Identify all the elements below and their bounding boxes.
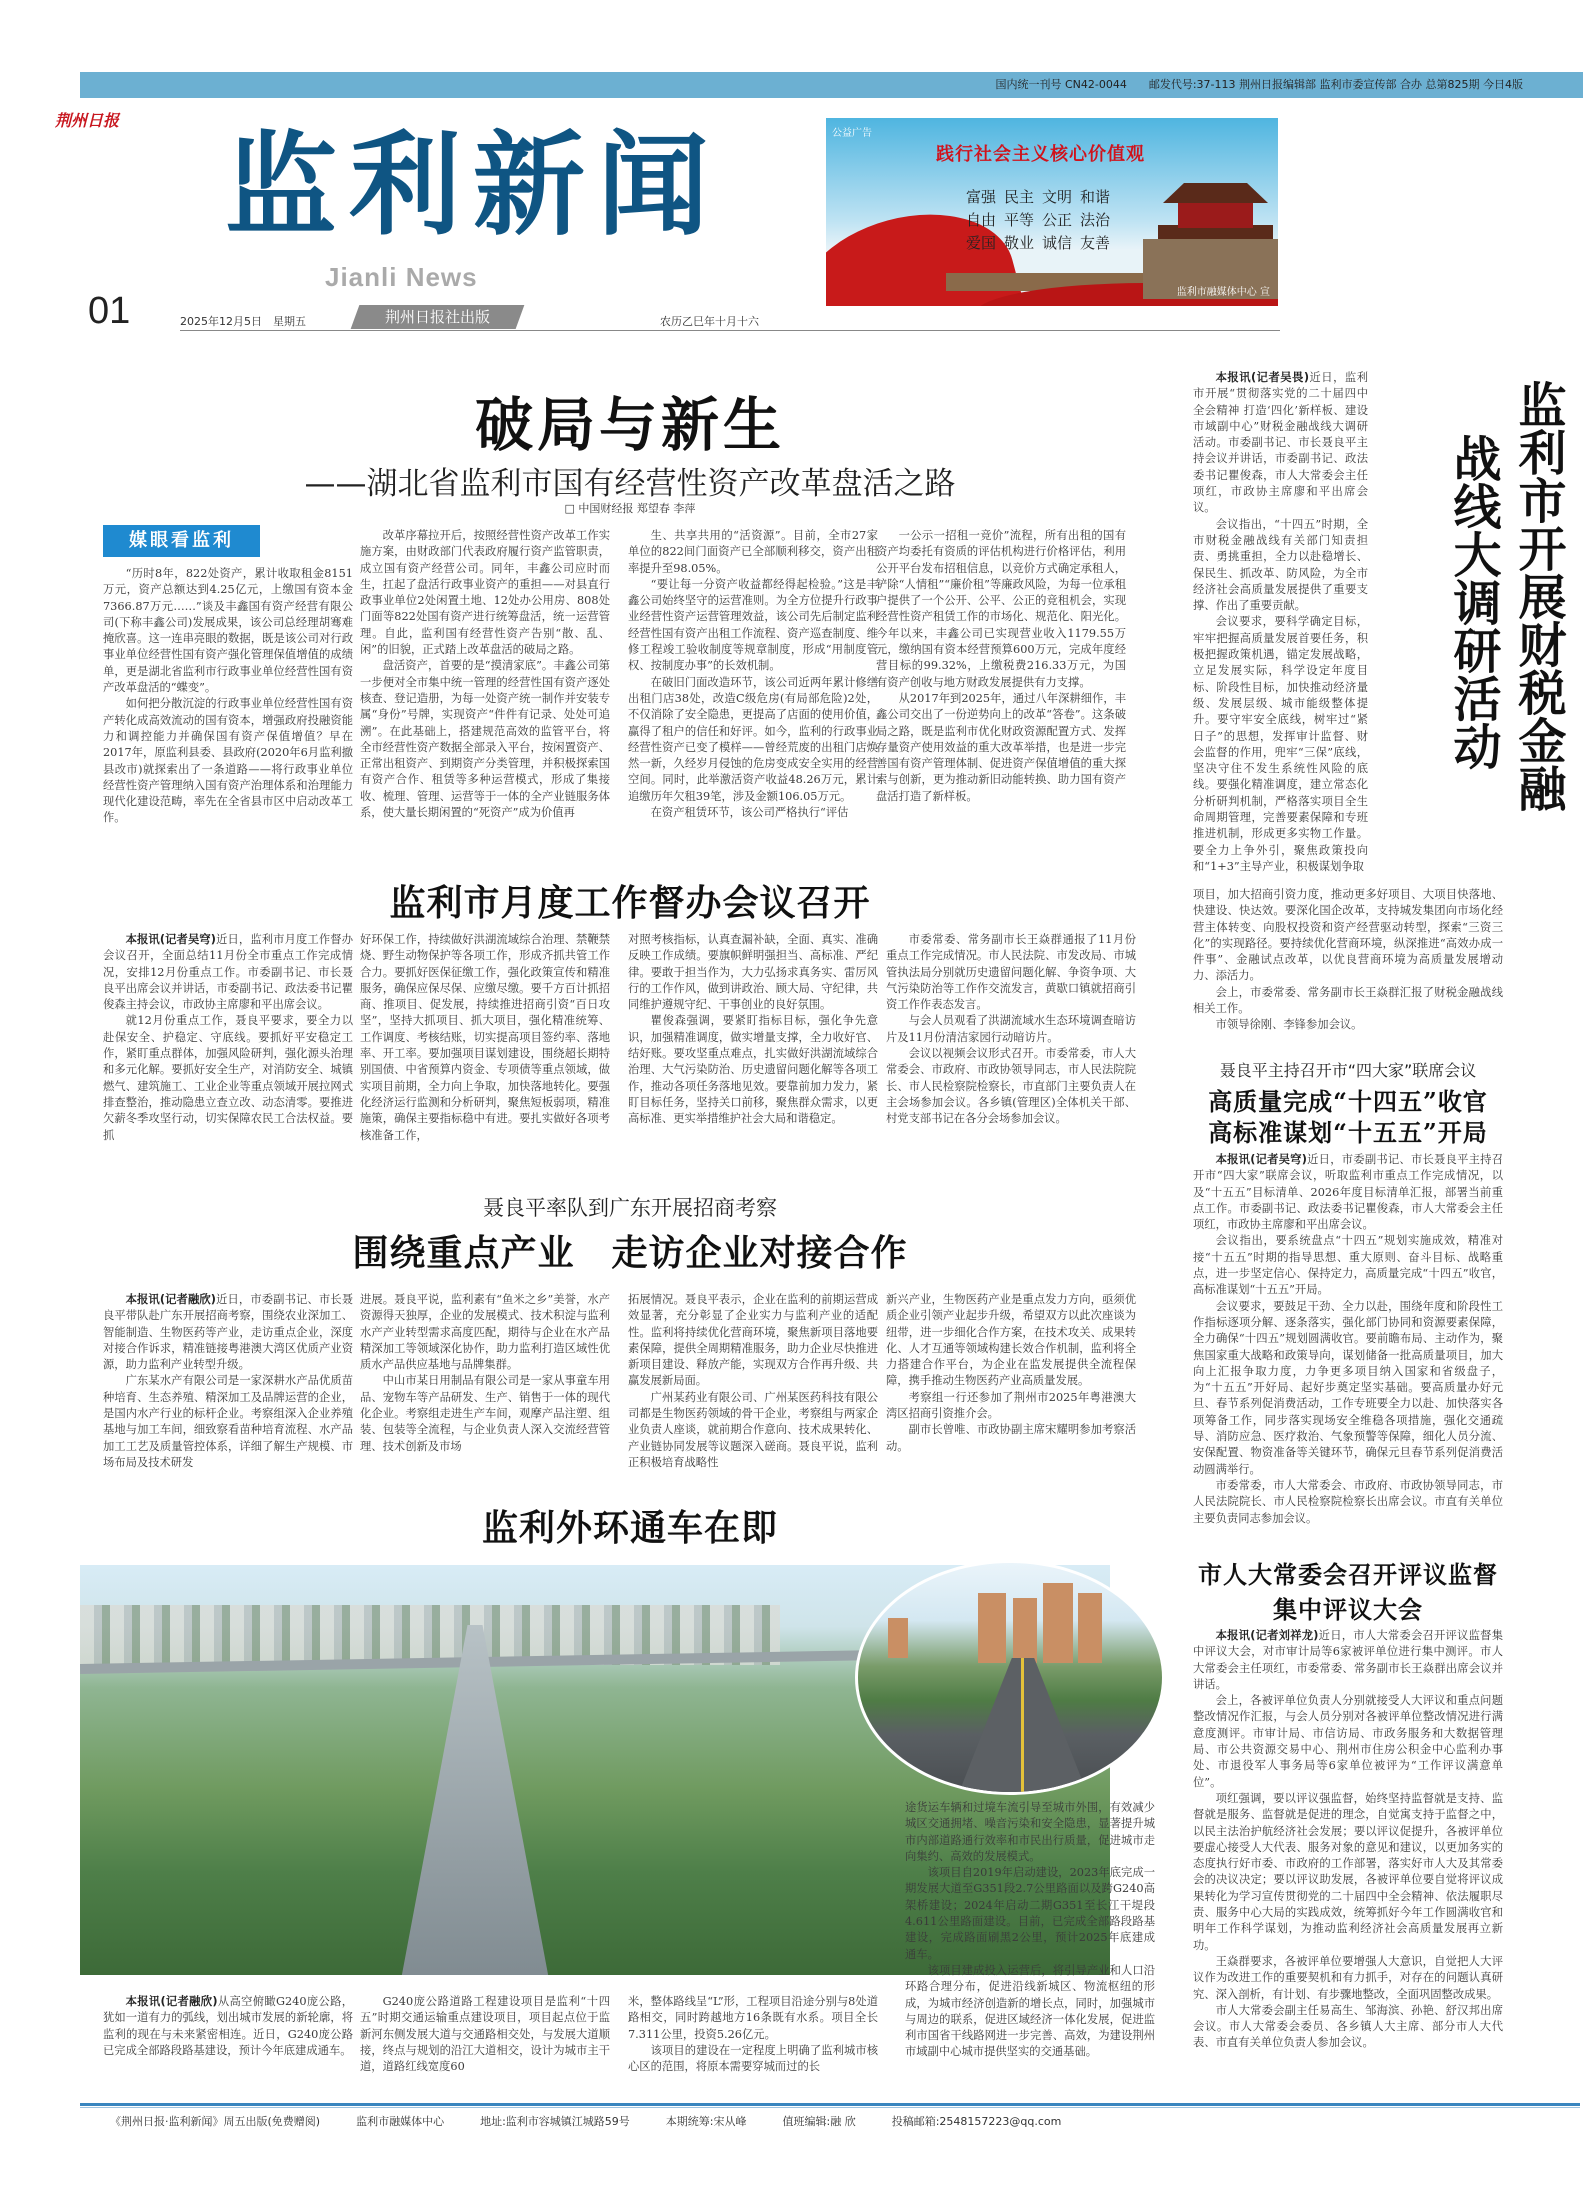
dateline-lead: 本报讯(记者融欣)	[125, 1293, 216, 1306]
side-story-2-kicker: 聂良平主持召开市“四大家”联席会议	[1219, 1061, 1477, 1080]
footer-info	[80, 2113, 1580, 2129]
monthly-meeting-headline: 监利市月度工作督办会议召开	[389, 882, 871, 924]
masthead-title: 监利新闻	[225, 120, 721, 251]
paragraph: 项目，加大招商引资力度，推动更多好项目、大项目快落地、快建设、快达效。要深化国企改革，支持城发集团向市场化经营主体转变、向股权投资和资产经营驱动转型，探索“三资三化”的实现路径。要持续优化营商环境，纵深推进“高效办成一件事”、金融试点改革，以优良营商环境为高质量发展增动力、添活力。	[1193, 888, 1503, 983]
paragraph: 与会人员观看了洪湖流域水生态环境调查暗访片及11月份清洁家园行动暗访片。	[886, 1014, 1136, 1044]
paragraph: 近日，监利市月度工作督办会议召开，全面总结11月份全市重点工作完成情况，安排12月份重点工作。市委副书记、市长聂良平出席会议并讲话，市委副书记、政法委书记瞿俊森主持会议，市政协主席廖和平出席会议。	[103, 933, 353, 1012]
paragraph: 该项目的建设在一定程度上明确了监利城市核心区的范围，将原本需要穿城而过的长	[628, 2043, 878, 2074]
paragraph: 副市长曾唯、市政协副主席宋耀明参加考察活动。	[886, 1423, 1136, 1453]
paragraph: 新兴产业，生物医药产业是重点发力方向，亟须优质企业引领产业起步升级，希望双方以此次座谈为纽带，进一步细化合作方案，在技术攻关、成果转化、人才互通等领域构建长效合作机制，监利将全力搭建合作平台，为企业在监发展提供全流程保障，携手推动生物医药产业高质量发展。	[886, 1293, 1136, 1388]
paragraph: 在资产租赁环节，该公司严格执行“评估	[650, 806, 849, 820]
paragraph: 米，整体路线呈“L”形，工程项目沿途分别与8处道路相交，同时跨越地方16条既有水系。项目全长7.311公里，投资5.26亿元。	[628, 1995, 878, 2041]
paragraph: 市委常委、常务副市长王焱群通报了11月份重点工作完成情况。市人民法院、市发改局、市城管执法局分别就历史遗留问题化解、争资争项、大气污染防治等工作作交流发言，黄歇口镇就招商引资工作作表态发言。	[886, 933, 1136, 1012]
investment-column-1	[103, 1292, 353, 1471]
paragraph: 生、共享共用的“活资源”。目前，全市27家单位的822间门面资产已全部顺利移交，资产出租率提升至98.05%。	[628, 529, 878, 575]
investment-headline: 围绕重点产业 走访企业对接合作	[352, 1232, 908, 1274]
publisher-label: 荆州日报社出版	[384, 308, 490, 326]
value-word: 爱国	[966, 234, 997, 252]
lead-column-4	[876, 528, 1126, 805]
ring-road-column-1	[103, 1994, 353, 2059]
paragraph: 一公示一招租一竞价”流程，所有出租的国有资产均委托有资质的评估机构进行价格评估，利用公开平台发布招租信息，以竞价方式确定承租人，铲除“人情租”“廉价租”等廉政风险，为每一位承租户提供了一个公开、公平、公正的竞租机会，实现经营性资产租赁工作的市场化、规范化、阳光化。今年以来，丰鑫公司已实现营业收入1179.55万元，缴纳国有资本经营预算600万元，完成年度经营目标的99.32%，上缴税费216.33万元，为国有资产创收与地方财政发展提供有力支撑。	[876, 529, 1126, 689]
lead-column-2	[360, 528, 610, 821]
value-word: 自由	[966, 211, 997, 229]
public-service-ad	[826, 118, 1278, 306]
paragraph: 途货运车辆和过境车流引导至城市外围，有效减少城区交通拥堵、噪音污染和安全隐患，显著提升城市内部道路通行效率和市民出行质量，促进城市走向集约、高效的发展模式。	[905, 1801, 1155, 1863]
lead-column-3	[628, 528, 878, 821]
value-word: 法治	[1080, 211, 1111, 229]
paragraph: 盘活资产，首要的是“摸清家底”。丰鑫公司第一步便对全市集中统一管理的经营性国有资产逐处核查、登记造册，为每一处资产统一制作并安装专属“身份”号牌，实现资产“件件有记录、处处可追溯”。在此基础上，搭建规范高效的监管平台，将全市经营性资产数据全部录入平台，按闲置资产、正常出租资产、到期资产分类管理，并积极探索国有资产合作、租赁等多种运营模式，形成了集接收、梳理、管理、运营等于一体的全产业链服务体系，使大量长期闲置的“死资产”成为价值再	[360, 659, 610, 820]
paragraph: 改革序幕拉开后，按照经营性资产改革工作实施方案，由财政部门代表政府履行资产监管职责，成立国有资产经营公司。同年，丰鑫公司应时而生，扛起了盘活行政事业资产的重担——对县直行政事业单位2处闲置土地、12处办公用房、808处门面等822处国有资产进行统筹盘活，统一运营管理。自此，监利国有经营性资产告别“散、乱、闲”的旧貌，正式踏上改革盘活的破局之路。	[360, 529, 610, 657]
paragraph: 从高空俯瞰G240庞公路，犹如一道有力的弧线，划出城市发展的新轮廓，将监利的现在与未来紧密相连。近日，G240庞公路已完成全部路段路基建设，预计今年底建成通车。	[103, 1995, 354, 2057]
lead-headline: 破局与新生	[474, 391, 785, 459]
paragraph: “历时8年，822处资产，累计收取租金8151万元，资产总额达到4.25亿元，上缴国有资本金7366.87万元……”谈及丰鑫国有资产经营有限公司(下称丰鑫公司)发展成果，该公司总经理胡骞难掩欣喜。这一连串亮眼的数据，既是该公司对行政事业单位经营性国有资产强化管理保值增值的成绩单，更是湖北省监利市行政事业单位经营性国有资产改革盘活的“蝶变”。	[103, 567, 353, 695]
monthly-column-2	[360, 932, 610, 1144]
paragraph: 瞿俊森强调，要紧盯指标目标，强化争先意识，加强精准调度，做实增量支撑，全力收好官、结好账。要攻坚重点难点，扎实做好洪湖流域综合治理、大气污染防治、历史遗留问题化解等各项工作，推动各项任务落地见效。要靠前加力发力，紧盯目标任务，坚持关口前移，聚焦群众需求，以更高标准、更实举措维护社会大局和谐稳定。	[628, 1014, 878, 1126]
paragraph: 王焱群要求，各被评单位要增强人大意识，自觉把人大评议作为改进工作的重要契机和有力抓手，对存在的问题认真研究、深入剖析，有计划、有步骤地整改，全面巩固整改成果。	[1193, 1954, 1503, 2001]
paragraph: 会上，各被评单位负责人分别就接受人大评议和重点问题整改情况作汇报，与会人员分别对各被评单位整改情况进行满意度测评。市审计局、市信访局、市政务服务和大数据管理局、市公共资源交易中心、荆州市住房公积金中心监利办事处、市退役军人事务局等6家单位被评为“工作评议满意单位”。	[1193, 1694, 1503, 1789]
paragraph: 近日，市委副书记、市长聂良平主持召开市“四大家”联席会议，听取监利市重点工作完成情况，以及“十五五”目标清单、2026年度目标清单汇报，部署当前重点工作。市委副书记、政法委书记瞿俊森，市人大常委会主任项红，市政协主席廖和平出席会议。	[1193, 1153, 1503, 1232]
page-number: 01	[88, 290, 131, 332]
lead-subheadline: ——湖北省监利市国有经营性资产改革盘活之路	[304, 466, 956, 502]
side-story-2-headline-line-2: 高标准谋划“十五五”开局	[1208, 1118, 1488, 1147]
paragraph: 近日，监利市开展“贯彻落实党的二十届四中全会精神 打造‘四化’新样板、建设市域副中心”财税金融战线大调研活动。市委副书记、市长聂良平主持会议并讲话，市委副书记、政法委书记瞿俊森，市人大常委会主任项红，市政协主席廖和平出席会议。	[1193, 371, 1368, 515]
investment-column-2	[360, 1292, 610, 1455]
paragraph: 会议指出，要系统盘点“十四五”规划实施成效，精准对接“十五五”时期的指导思想、重大原则、奋斗目标、战略重点，进一步坚定信心、保持定力，高质量完成“十四五”收官，高标准谋划“十五五”开局。	[1193, 1234, 1503, 1297]
issue-date: 2025年12月5日 星期五	[180, 315, 306, 328]
footer-publication: 《荆州日报·监利新闻》周五出版(免费赠阅)	[110, 2115, 321, 2128]
ring-road-column-4	[905, 1800, 1155, 2061]
value-word: 文明	[1042, 188, 1073, 206]
paragraph: 会议以视频会议形式召开。市委常委，市人大常委会、市政府、市政协领导同志，市人民法院院长、市人民检察院检察长，市直部门主要负责人在主会场参加会议。各乡镇(管理区)全体机关干部、村党支部书记在各分会场参加会议。	[886, 1047, 1136, 1126]
ring-road-column-3	[628, 1994, 878, 2075]
paragraph: 好环保工作，持续做好洪湖流域综合治理、禁鞭禁烧、野生动物保护等各项工作，形成齐抓共管工作合力。要抓好医保征缴工作，强化政策宣传和精准服务，确保应保尽保、应缴尽缴。要千方百计抓招商、推项目、促发展，持续推进招商引资“百日攻坚”，坚持大抓项目、抓大项目，强化精准统筹、工作调度、考核结账，切实提高项目签约率、落地率、开工率。要加强项目谋划建设，围绕超长期特别国债、中省预算内资金、专项债等重点领域，做实项目前期，全力向上争取，加快落地转化。要强化经济运行监测和分析研判，聚焦短板弱项，精准施策，确保主要指标稳中有进。要扎实做好各项考核准备工作，	[360, 933, 610, 1142]
dateline-lead: 本报讯(记者吴穹)	[1215, 1153, 1307, 1166]
footer-divider	[80, 2103, 1580, 2106]
paragraph: “要让每一分资产收益都经得起检验。”这是丰鑫公司始终坚守的运营准则。为全方位提升行政事业经营性资产运营管理效益，该公司先后制定监利经营性国有资产出租工作流程、资产巡查制度、维修工程竣工验收制度等规章制度，形成“用制度管权、按制度办事”的长效机制。	[628, 577, 878, 673]
paragraph: 广东某水产有限公司是一家深耕水产品优质苗种培育、生态养殖、精深加工及品牌运营的企业，是国内水产行业的标杆企业。考察组深入企业养殖基地与加工车间，细致察看苗种培育流程、水产品加工工艺及质量管控体系，详细了解生产规模、市场布局及技术研发	[103, 1374, 353, 1469]
header-divider	[180, 330, 1280, 331]
paragraph: 会议要求，要科学确定目标，牢牢把握高质量发展首要任务，积极把握政策机遇，锚定发展战略，立足发展实际，科学设定年度目标、阶段性目标，加快推动经济量级、发展层级、城市能级整体提升。要守牢安全底线，树牢过“紧日子”的思想，发挥审计监督、财会监督的作用，兜牢“三保”底线，坚决守住不发生系统性风险的底线。要强化精准调度，建立常态化分析研判机制，严格落实项目全生命周期管理，完善要素保障和专班推进机制，形成更多实物工作量。要全力上争外引，聚焦政策投向和“1+3”主导产业，积极谋划争取	[1193, 615, 1368, 873]
ring-road-column-2	[360, 1994, 610, 2075]
value-word: 和谐	[1080, 188, 1111, 206]
monthly-column-1	[103, 932, 353, 1144]
paragraph: 如何把分散沉淀的行政事业单位经营性国有资产转化成高效流动的国有资本，增强政府投融资能力和调控能力并确保国有资产保值增值？早在2017年，原监利县委、县政府(2020年6月监利撤县改市)就探索出了一条道路——将行政事业单位经营性资产管理纳入国有资产治理体系和治理能力现代化建设范畴，率先在全省县市区中启动改革工作。	[103, 697, 353, 825]
footer-email[interactable]: 投稿邮箱:2548157223@qq.com	[891, 2115, 1062, 2128]
paragraph: 考察组一行还参加了荆州市2025年粤港澳大湾区招商引资推介会。	[886, 1390, 1136, 1421]
paragraph: 中山市某日用制品有限公司是一家从事童车用品、宠物车等产品研发、生产、销售于一体的现代化企业。考察组走进生产车间，观摩产品注塑、组装、包装等全流程，与企业负责人深入交流经营管理、技术创新及市场	[360, 1374, 610, 1453]
paragraph: 对照考核指标，认真查漏补缺，全面、真实、准确反映工作成绩。要旗帜鲜明强担当、高标准、严纪律。要敢于担当作为，大力弘扬求真务实、雷厉风行的工作作风，做到讲政治、顾大局、守纪律，共同维护遵规守纪、干事创业的良好氛围。	[628, 933, 878, 1012]
dateline-lead: 本报讯(记者吴穹)	[125, 933, 216, 946]
ad-core-values	[966, 186, 1118, 255]
paragraph: 会议指出，“十四五”时期，全市财税金融战线有关部门知责担责、勇挑重担，全力以赴稳增长、保民生、抓改革、防风险，为全市经济社会高质量发展提供了重要支撑、作出了重要贡献。	[1193, 517, 1368, 613]
publisher-badge	[351, 305, 525, 329]
paragraph: 项红强调，要以评议强监督，始终坚持监督就是支持、监督就是服务、监督就是促进的理念，自觉寓支持于监督之中，以民主法治护航经济社会发展；要以评议促提升，各被评单位要虚心接受人大代表、服务对象的意见和建议，以更加务实的态度执行好市委、市政府的工作部署，落实好市人大及其常委会的决议决定；要以评议助发展，各被评单位要自觉将评议成果转化为学习宣传贯彻党的二十届四中全会精神、依法履职尽责、服务中心大局的实践成效，统筹抓好今年工作圆满收官和明年工作科学谋划，为推动监利经济社会高质量发展再立新功。	[1193, 1791, 1503, 1952]
dateline-lead: 本报讯(记者吴畏)	[1215, 371, 1309, 384]
side-story-2-headline-line-1: 高质量完成“十四五”收官	[1208, 1087, 1488, 1116]
vertical-headline-line-1: 监利市开展财税金融	[1510, 380, 1566, 812]
vertical-headline-line-2: 战线大调研活动	[1445, 434, 1501, 770]
value-word: 民主	[1004, 188, 1035, 206]
paragraph: 就12月份重点工作，聂良平要求，要全力以赴保安全、护稳定、守底线。要抓好平安稳定工作，紧盯重点群体，加强风险研判，强化源头治理和多元化解。要抓好安全生产，对消防安全、城镇燃气、建筑施工、工业企业等重点领域开展拉网式排查整治，推动隐患立查立改、动态清零。要推进欠薪冬季攻坚行动，切实保障农民工合法权益。要抓	[103, 1014, 353, 1142]
section-banner: 媒眼看监利	[103, 525, 260, 557]
lead-column-1	[103, 566, 353, 827]
npc-headline-line-2: 集中评议大会	[1273, 1595, 1423, 1624]
side-story-1-narrow	[1193, 370, 1368, 875]
monthly-column-3	[628, 932, 878, 1128]
paragraph: 从2017年到2025年，通过八年深耕细作，丰鑫公司交出了一份逆势向上的改革“答卷”。这条破局之路，既是监利市优化财政资源配置方式、发挥存量资产使用效益的重大改革举措，也是进一步完善国有资产管理体制、促进资产保值增值的重大探索与创新，更为推动新旧动能转换、助力国有资产盘活打造了新样板。	[876, 691, 1126, 803]
side-story-vertical-headline	[1384, 380, 1579, 820]
investment-column-3	[628, 1292, 878, 1471]
paragraph: 市委常委，市人大常委会、市政府、市政协领导同志，市人民法院院长、市人民检察院检察长出席会议。市直有关单位主要负责同志参加会议。	[1193, 1478, 1503, 1525]
ad-slogan: 践行社会主义核心价值观	[936, 144, 1145, 165]
value-word: 敬业	[1004, 234, 1035, 252]
investment-kicker: 聂良平率队到广东开展招商考察	[483, 1196, 777, 1220]
ad-credit: 监利市融媒体中心 宣	[1176, 287, 1270, 298]
paragraph: 拓展情况。聂良平表示，企业在监利的前期运营成效显著，充分彰显了企业实力与监利产业的适配性。监利将持续优化营商环境，聚焦新项目落地要素保障，提供全周期精准服务，助力企业尽快推进新项目建设、释放产能，实现双方合作再升级、共赢发展新局面。	[628, 1293, 878, 1388]
value-word: 公正	[1042, 211, 1073, 229]
footer-editor: 值班编辑:融 欣	[782, 2115, 856, 2128]
footer-coordinator: 本期统筹:宋从峰	[665, 2115, 747, 2128]
side-story-1-wide	[1193, 887, 1503, 1034]
paragraph: 近日，市人大常委会召开评议监督集中评议大会，对市审计局等6家被评单位进行集中测评。市人大常委会主任项红，市委常委、常务副市长王焱群出席会议并讲话。	[1193, 1629, 1503, 1691]
npc-headline-line-1: 市人大常委会召开评议监督	[1198, 1560, 1498, 1589]
dateline-lead: 本报讯(记者融欣)	[125, 1995, 218, 2008]
paragraph: G240庞公路道路工程建设项目是监利“十四五”时期交通运输重点建设项目，项目起点位于监新河东侧发展大道与交通路相交处，与发展大道顺接，终点与规划的沿江大道相交，设计为城市主干道，道路红线宽度60	[360, 1995, 610, 2074]
paragraph: 进展。聂良平说，监利素有“鱼米之乡”美誉，水产资源得天独厚，企业的发展模式、技术积淀与监利水产产业转型需求高度匹配，期待与企业在水产品精深加工等领域深化协作，助力监利打造区域性优质水产品供应基地与品牌集群。	[360, 1293, 610, 1372]
monthly-column-4	[886, 932, 1136, 1128]
footer-divider-thin	[80, 2107, 1580, 2108]
parent-newspaper-logo: 荆州日报	[55, 111, 120, 130]
paragraph: 广州某药业有限公司、广州某医药科技有限公司都是生物医药领域的骨干企业，考察组与两家企业负责人座谈，就前期合作意向、技术成果转化、产业链协同发展等议题深入磋商。聂良平说，监利正积极培育战略性	[628, 1390, 878, 1469]
paragraph: 近日，市委副书记、市长聂良平带队赴广东开展招商考察，围绕农业深加工、智能制造、生物医药等产业，走访重点企业，深度对接合作诉求，精准链接粤港澳大湾区优质产业资源，助力监利产业转型升级。	[103, 1293, 353, 1372]
value-word: 富强	[966, 188, 997, 206]
paragraph: 会议要求，要鼓足干劲、全力以赴，围绕年度和阶段性工作指标逐项分解、逐条落实，强化部门协同和资源要素保障，全力确保“十四五”规划圆满收官。要前瞻布局、主动作为，聚焦国家重大战略和政策导向，谋划储备一批高质量项目，加大向上汇报争取力度，力争更多项目纳入国家和省级盘子，为“十五五”开好局、起好步奠定坚实基础。要高质量办好元旦、春节系列促消费活动，工作专班要全力以赴、加快落实各项筹备工作，同步落实现场安全维稳各项措施，强化交通疏导、消防应急、医疗救治、气象预警等保障，细化人员分流、安保配置、物资准备等关键环节，确保元旦春节系列促消费活动圆满举行。	[1193, 1299, 1503, 1476]
value-word: 诚信	[1042, 234, 1073, 252]
paragraph: 会上，市委常委、常务副市长王焱群汇报了财税金融战线相关工作。	[1193, 985, 1503, 1016]
investment-column-4	[886, 1292, 1136, 1455]
issue-info-bar: 国内统一刊号 CN42-0044 邮发代号:37-113 荆州日报编辑部 监利市委宣传部 合办 总第825期 今日4版	[80, 72, 1583, 98]
ad-tag: 公益广告	[832, 128, 872, 139]
lead-byline: □ 中国财经报 郑望春 李萍	[564, 502, 696, 515]
paragraph: 市人大常委会副主任易高生、邹海滨、孙艳、舒汉邦出席会议。市人大常委会委员、各乡镇人大主席、部分市人大代表、市直有关单位负责人参加会议。	[1193, 2003, 1503, 2050]
value-word: 平等	[1004, 211, 1035, 229]
paragraph: 该项目建成投入运营后，将引导产业和人口沿环路合理分布，促进沿线新城区、物流枢纽的形成，为城市经济创造新的增长点，同时，加强城市与周边的联系，促进区域经济一体化发展，促进监利市国省干线路网进一步完善、高效，为建设荆州市域副中心城市提供坚实的交通基础。	[905, 1963, 1155, 2059]
footer-address: 地址:监利市容城镇江城路59号	[480, 2115, 630, 2128]
lunar-date: 农历乙巳年十月十六	[660, 315, 759, 328]
ad-gate-tower	[1163, 163, 1268, 263]
paragraph: 在破旧门面改造环节，该公司近两年累计修缮出租门店38处，改造C级危房(有局部危险)2处，不仅消除了安全隐患，更提高了店面的使用价值，赢得了租户的信任和好评。如今，监利的行政事业经营性资产已变了模样——曾经荒废的出租门店焕然一新，久经岁月侵蚀的危房变成安全实用的经营空间。同时，此举激活资产收益48.26万元，累计追缴历年欠租39笔，涉及金额106.05万元。	[628, 675, 878, 803]
masthead-english: Jianli News	[325, 262, 478, 292]
npc-body	[1193, 1628, 1503, 2052]
paragraph: 市领导徐刚、李锋参加会议。	[1215, 1018, 1363, 1032]
dateline-lead: 本报讯(记者刘祥龙)	[1215, 1629, 1319, 1642]
footer-media-center: 监利市融媒体中心	[356, 2115, 445, 2128]
ring-road-headline: 监利外环通车在即	[481, 1507, 778, 1549]
value-word: 友善	[1080, 234, 1111, 252]
road-inset-photo	[855, 1560, 1165, 1795]
paragraph: 该项目自2019年启动建设，2023年底完成一期发展大道至G351段2.7公里路面以及跨G240高架桥建设；2024年启动二期G351至长江干堤段4.611公里路面建设。目前，已完成全部路段路基建设，完成路面刷黑2公里，预计2025年底建成通车。	[905, 1866, 1155, 1961]
side-story-2-body	[1193, 1152, 1503, 1527]
